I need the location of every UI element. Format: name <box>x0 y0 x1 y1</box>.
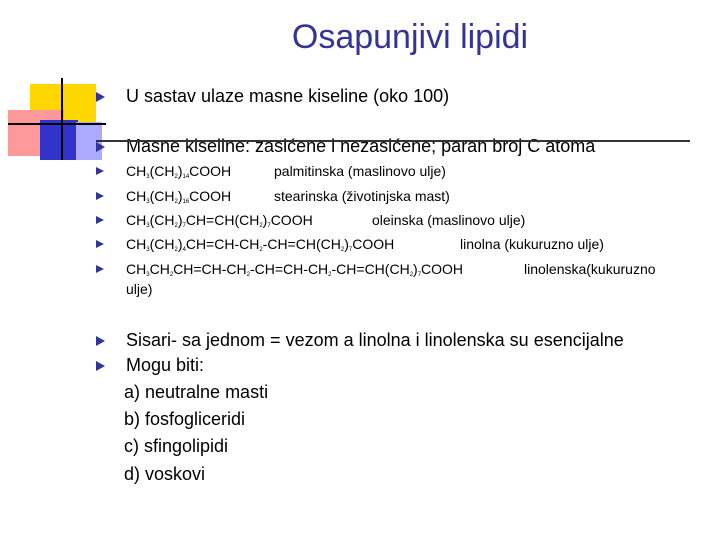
type-item: b) fosfogliceridi <box>124 409 246 429</box>
bullet-icon <box>96 92 105 102</box>
bullet-text: Sisari- sa jednom = vezom a linolna i linolenska su esencijalne <box>126 330 624 350</box>
bullet-icon <box>96 361 105 371</box>
acid-name: palmitinska (maslinovo ulje) <box>274 163 446 179</box>
acid-formula: $CH_3CH_2CH=CH-CH_2-CH=CH-CH_2-CH=CH(CH_2)_7COOH$ <box>126 261 464 278</box>
type-item: c) sfingolipidi <box>124 436 229 456</box>
acid-name: oleinska (maslinovo ulje) <box>372 212 526 228</box>
type-item: d) voskovi <box>124 464 206 484</box>
acid-name-continuation: ulje) <box>126 281 153 297</box>
bullet-icon <box>96 216 104 224</box>
type-item: a) neutralne masti <box>124 382 269 402</box>
divider-line <box>96 140 690 142</box>
acid-formula: $CH_3(CH_2)_4CH=CH-CH_2-CH=CH(CH_2)_7COOH$ <box>126 236 395 253</box>
bullet-text: U sastav ulaze masne kiseline (oko 100) <box>126 86 450 106</box>
bullet-text: Masne kiseline: zasićene i nezasićene; paran broj C atoma <box>126 136 596 156</box>
bullet-icon <box>96 192 104 200</box>
acid-name: linolna (kukuruzno ulje) <box>460 236 604 252</box>
bullet-icon <box>96 265 104 273</box>
bullet-icon <box>96 142 105 152</box>
page-title: Osapunjivi lipidi <box>291 18 529 56</box>
acid-formula: $CH_3(CH_2)_7CH=CH(CH_2)_7COOH$ <box>126 212 313 229</box>
blue-square <box>40 120 78 160</box>
decorative-squares <box>0 0 110 160</box>
bullet-text: Mogu biti: <box>126 355 205 375</box>
acid-name: stearinska (životinjska mast) <box>274 188 450 204</box>
acid-formula: $CH_3(CH_2)_{14}COOH$ <box>126 163 232 180</box>
bullet-icon <box>96 240 104 248</box>
bullet-icon <box>96 336 105 346</box>
acid-name: linolenska(kukuruzno <box>524 261 656 277</box>
acid-formula: $CH_3(CH_2)_{16}COOH$ <box>126 188 232 205</box>
bullet-icon <box>96 167 104 175</box>
